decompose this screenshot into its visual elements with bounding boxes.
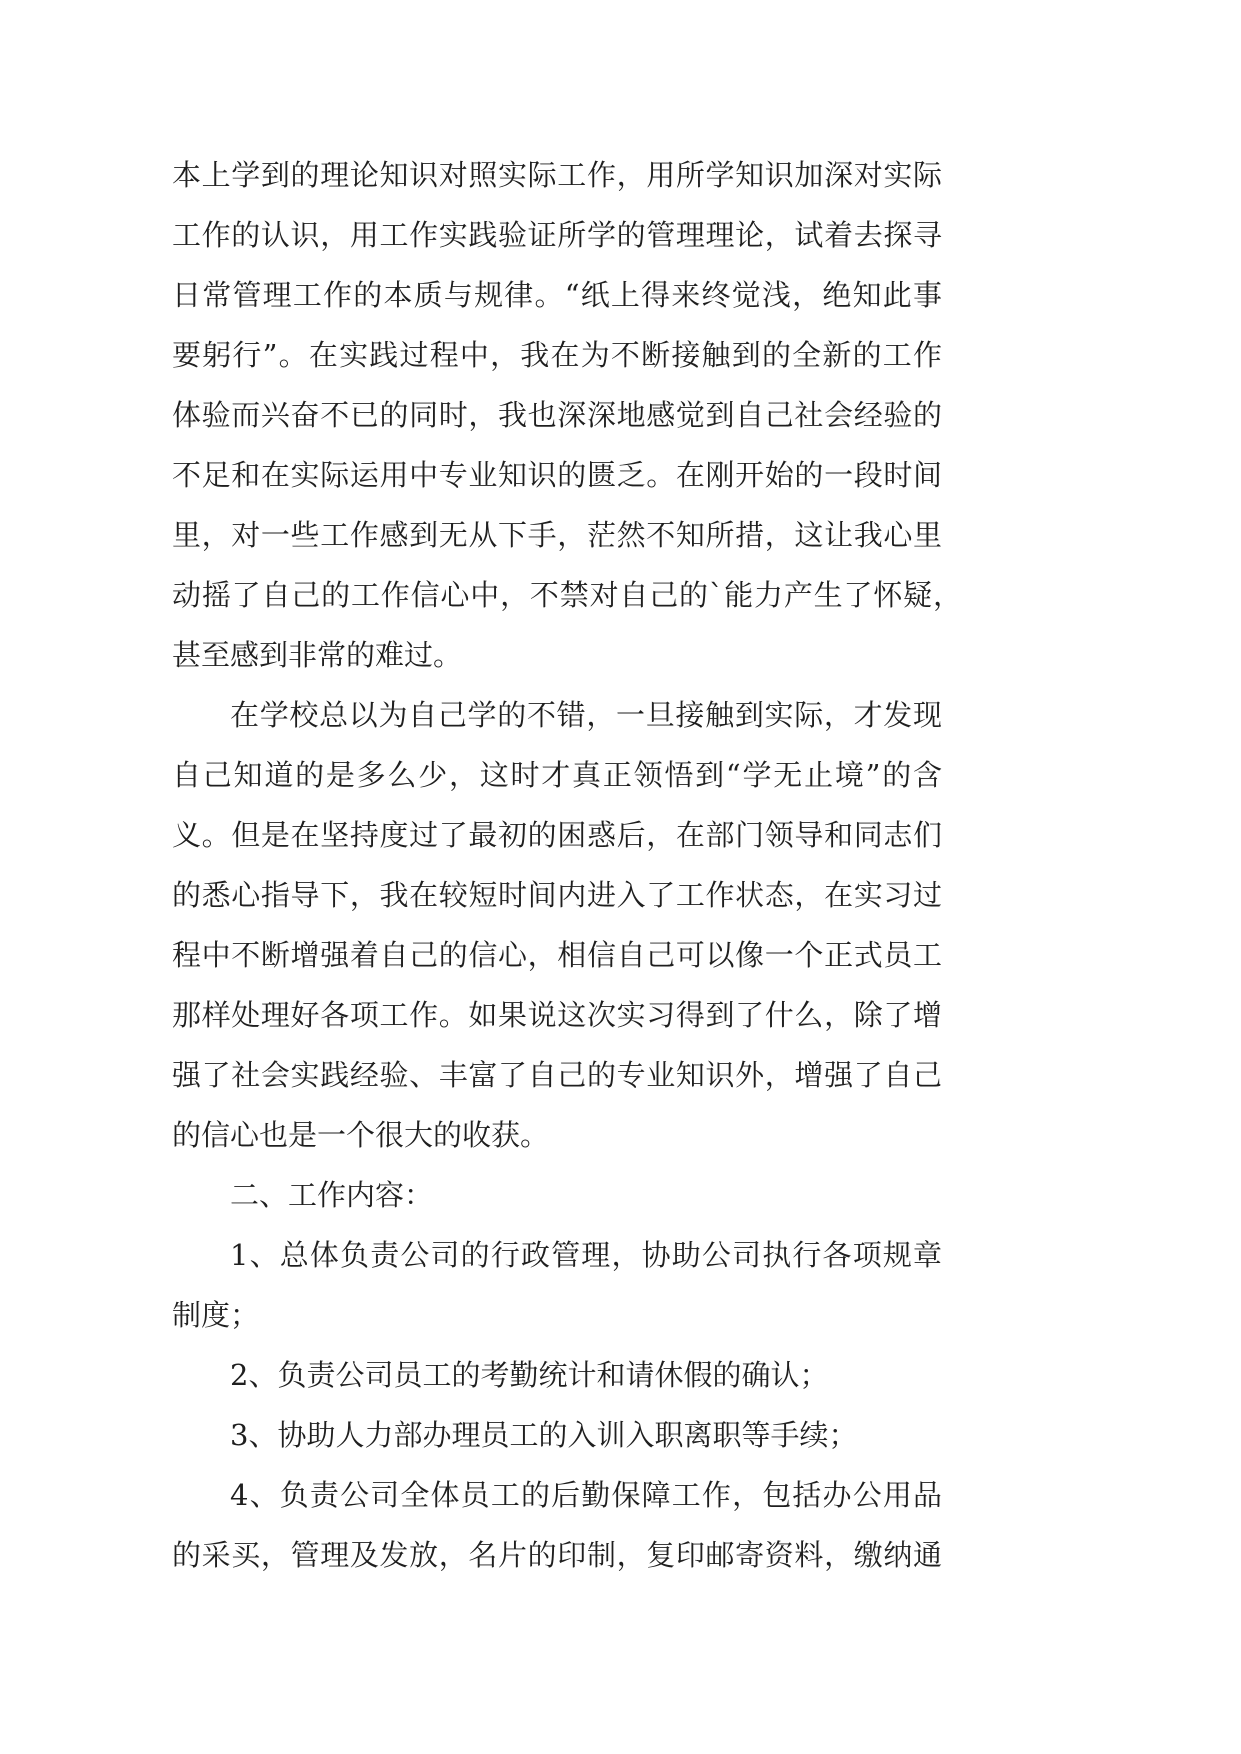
document-body xyxy=(172,145,962,1585)
text-line: 义。但是在坚持度过了最初的困惑后，在部门领导和同志们 xyxy=(172,818,942,852)
list-item xyxy=(172,1345,942,1405)
text-line: 里，对一些工作感到无从下手，茫然不知所措，这让我心里 xyxy=(172,518,942,552)
list-item xyxy=(172,1225,942,1345)
text-line: 3、协助人力部办理员工的入训入职离职等手续； xyxy=(230,1418,858,1452)
text-line: 的采买，管理及发放，名片的印制，复印邮寄资料，缴纳通 xyxy=(172,1538,942,1572)
list-item xyxy=(172,1405,942,1465)
text-line: 制度； xyxy=(172,1298,260,1332)
section-heading-text: 二、工作内容： xyxy=(230,1178,434,1212)
text-line: 工作的认识，用工作实践验证所学的管理理论，试着去探寻 xyxy=(172,218,942,252)
text-line: 4、负责公司全体员工的后勤保障工作，包括办公用品 xyxy=(230,1478,942,1512)
text-line: 在学校总以为自己学的不错，一旦接触到实际，才发现 xyxy=(230,698,942,732)
text-line: 要躬行”。在实践过程中，我在为不断接触到的全新的工作 xyxy=(172,338,942,372)
text-line: 的信心也是一个很大的收获。 xyxy=(172,1118,550,1152)
text-line: 强了社会实践经验、丰富了自己的专业知识外，增强了自己 xyxy=(172,1058,942,1092)
text-line: 体验而兴奋不已的同时，我也深深地感觉到自己社会经验的 xyxy=(172,398,942,432)
text-line: 那样处理好各项工作。如果说这次实习得到了什么，除了增 xyxy=(172,998,942,1032)
section-heading xyxy=(172,1165,942,1225)
text-line: 自己知道的是多么少，这时才真正领悟到“学无止境”的含 xyxy=(172,758,942,792)
text-line: 本上学到的理论知识对照实际工作，用所学知识加深对实际 xyxy=(172,158,942,192)
text-line: 不足和在实际运用中专业知识的匮乏。在刚开始的一段时间 xyxy=(172,458,942,492)
text-line: 2、负责公司员工的考勤统计和请休假的确认； xyxy=(230,1358,829,1392)
text-line: 的悉心指导下，我在较短时间内进入了工作状态，在实习过 xyxy=(172,878,942,912)
text-line: 动摇了自己的工作信心中，不禁对自己的`能力产生了怀疑， xyxy=(172,578,962,612)
text-line: 日常管理工作的本质与规律。“纸上得来终觉浅，绝知此事 xyxy=(172,278,942,312)
text-line: 程中不断增强着自己的信心，相信自己可以像一个正式员工 xyxy=(172,938,942,972)
text-line: 1、总体负责公司的行政管理，协助公司执行各项规章 xyxy=(230,1238,942,1272)
paragraph xyxy=(172,685,942,1165)
paragraph-continued xyxy=(172,145,962,685)
list-item xyxy=(172,1465,942,1585)
text-line: 甚至感到非常的难过。 xyxy=(172,638,463,672)
